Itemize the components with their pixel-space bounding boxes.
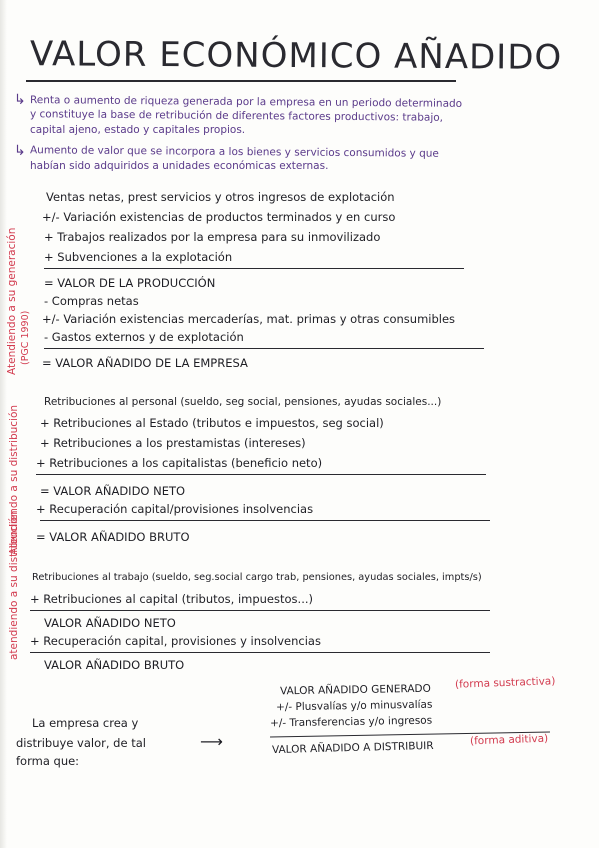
- distribution-line-3: + Retribuciones a los prestamistas (intereses): [40, 436, 306, 450]
- divider: [44, 268, 464, 269]
- distribution-line-6: + Recuperación capital/provisiones insolvencias: [36, 502, 314, 516]
- distribution-line-7: = VALOR AÑADIDO BRUTO: [36, 530, 190, 544]
- definition-line-4: Aumento de valor que se incorpora a los bienes y servicios consumidos y que: [29, 144, 439, 160]
- generation-line-7: +/- Variación existencias mercaderías, mat. primas y otras consumibles: [42, 312, 456, 326]
- generation-line-2: +/- Variación existencias de productos terminados y en curso: [42, 210, 396, 224]
- distribution2-line-2: + Retribuciones al capital (tributos, impuestos...): [30, 592, 313, 606]
- divider: [30, 610, 490, 611]
- bottom-left-line-1: La empresa crea y: [32, 716, 139, 730]
- definition-line-3: capital ajeno, estado y capitales propios.: [30, 124, 246, 136]
- distribution-line-5: = VALOR AÑADIDO NETO: [40, 484, 186, 498]
- definition-line-1: Renta o aumento de riqueza generada por la empresa en un periodo determinado: [29, 94, 463, 110]
- bottom-right-line-1-note: (forma sustractiva): [454, 675, 556, 691]
- bottom-right-line-4-note: (forma aditiva): [469, 732, 549, 748]
- generation-line-3: + Trabajos realizados por la empresa para su inmovilizado: [44, 230, 381, 244]
- generation-line-6: - Compras netas: [44, 294, 139, 308]
- bottom-right-line-1: VALOR AÑADIDO GENERADO: [279, 682, 431, 698]
- bottom-right-line-2: +/- Plusvalías y/o minusvalías: [275, 698, 433, 714]
- divider: [36, 474, 486, 475]
- generation-line-4: + Subvenciones a la explotación: [44, 250, 233, 264]
- definition-line-5: habían sido adquiridos a unidades económicas externas.: [30, 160, 329, 172]
- generation-line-1: Ventas netas, prest servicios y otros ingresos de explotación: [46, 190, 395, 204]
- distribution-line-2: + Retribuciones al Estado (tributos e impuestos, seg social): [40, 416, 384, 430]
- title-underline: [26, 80, 456, 82]
- divider: [30, 652, 490, 653]
- distribution2-line-4: + Recuperación capital, provisiones y insolvencias: [30, 634, 321, 648]
- sidebar-distribution: Atendiendo a su distribución: [8, 404, 20, 555]
- distribution2-line-3: VALOR AÑADIDO NETO: [44, 616, 176, 630]
- bottom-right-line-3: +/- Transferencias y/o ingresos: [269, 714, 433, 730]
- bottom-left-line-2: distribuye valor, de tal: [16, 736, 146, 750]
- distribution-line-1: Retribuciones al personal (sueldo, seg social, pensiones, ayudas sociales...): [44, 396, 442, 408]
- arrow-icon: ↳: [14, 143, 26, 159]
- generation-line-5: = VALOR DE LA PRODUCCIÓN: [44, 276, 216, 290]
- generation-line-9: = VALOR AÑADIDO DE LA EMPRESA: [42, 356, 248, 370]
- bottom-left-line-3: forma que:: [16, 754, 80, 768]
- long-arrow-icon: ⟶: [200, 732, 223, 751]
- generation-line-8: - Gastos externos y de explotación: [44, 330, 244, 344]
- definition-line-2: y constituye la base de retribución de diferentes factores productivos: trabajo,: [29, 108, 444, 124]
- page-edge-shadow: [0, 0, 7, 848]
- page-title: VALOR ECONÓMICO AÑADIDO: [29, 34, 563, 78]
- sidebar-generation: Atendiendo a su generación: [6, 227, 18, 375]
- arrow-icon: ↳: [14, 92, 26, 108]
- sidebar-distribution-2: atendiendo a su distribución: [8, 510, 20, 660]
- distribution2-line-5: VALOR AÑADIDO BRUTO: [44, 658, 185, 672]
- divider: [40, 520, 490, 521]
- distribution2-line-1: Retribuciones al trabajo (sueldo, seg.social cargo trab, pensiones, ayudas sociales, impts/s): [32, 572, 482, 583]
- distribution-line-4: + Retribuciones a los capitalistas (beneficio neto): [36, 456, 323, 470]
- sidebar-pgc: (PGC 1990): [20, 310, 31, 365]
- bottom-right-line-4: VALOR AÑADIDO A DISTRIBUIR: [271, 739, 434, 757]
- divider: [44, 348, 484, 349]
